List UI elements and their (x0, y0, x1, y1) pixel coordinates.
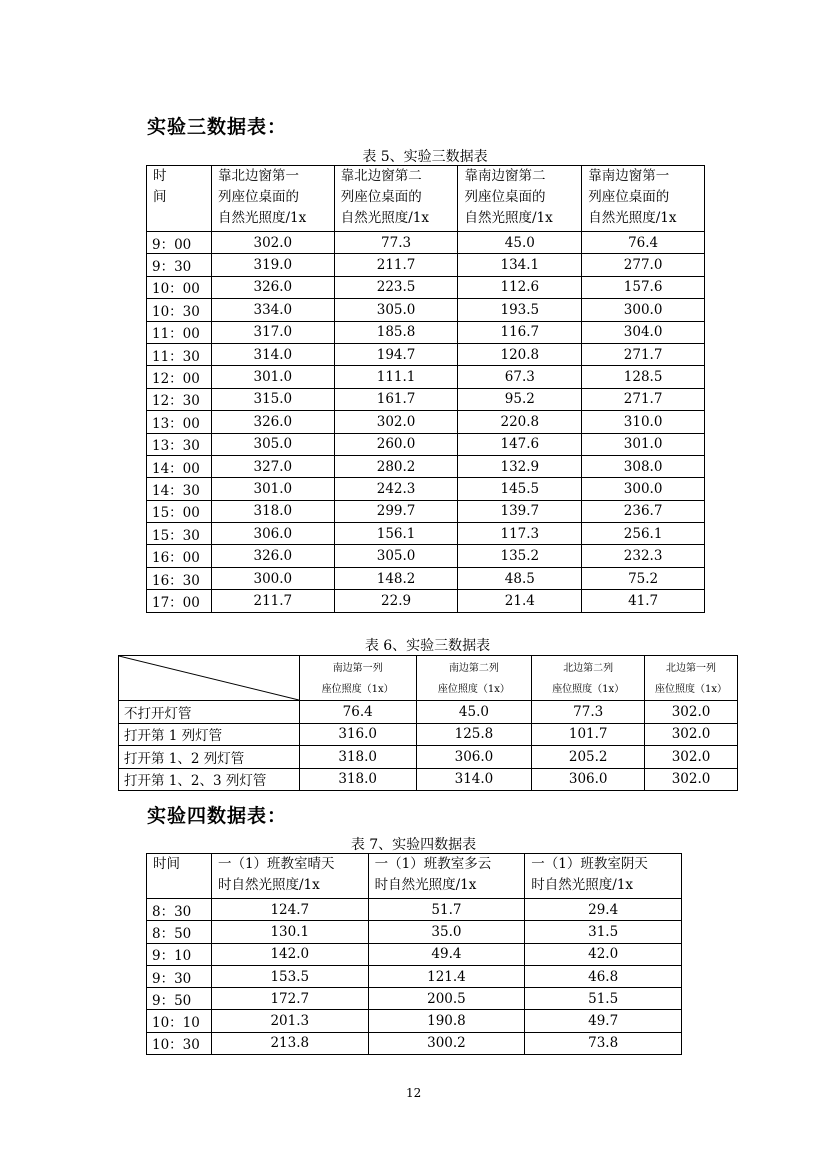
value-cell: 95.2 (458, 388, 582, 410)
value-cell: 67.3 (458, 366, 582, 388)
time-cell: 12：00 (147, 366, 212, 388)
table-row (147, 299, 705, 321)
value-cell: 41.7 (582, 590, 705, 612)
value-cell: 31.5 (525, 921, 682, 943)
value-cell: 300.0 (582, 299, 705, 321)
table-row (147, 921, 682, 943)
table5-header-line: 列座位桌面的 (217, 189, 299, 205)
page-number: 12 (406, 1086, 422, 1100)
time-cell: 8：50 (147, 921, 212, 943)
value-cell: 185.8 (334, 321, 458, 343)
table-row (147, 1010, 682, 1032)
condition-cell: 打开第 1、2、3 列灯管 (119, 768, 300, 791)
table-row (147, 899, 682, 921)
table6-header-line: 南边第一列 (332, 662, 383, 674)
table7-header-row (147, 854, 682, 899)
table5-header-cell (458, 166, 582, 232)
table6-header-cell (299, 656, 416, 701)
value-cell: 111.1 (334, 366, 458, 388)
value-cell: 75.2 (582, 567, 705, 589)
table5-header-line: 靠南边窗第二 (464, 168, 546, 184)
table5-header-line: 自然光照度/1x (464, 210, 553, 226)
value-cell: 334.0 (211, 299, 334, 321)
table6-header-line: 座位照度（1x） (552, 683, 625, 695)
table5-header-cell (147, 166, 212, 232)
value-cell: 299.7 (334, 500, 458, 522)
value-cell: 153.5 (211, 965, 368, 987)
time-cell: 14：30 (147, 478, 212, 500)
value-cell: 302.0 (645, 746, 738, 769)
table5-header-line: 列座位桌面的 (588, 189, 670, 205)
value-cell: 121.4 (368, 965, 525, 987)
time-cell: 16：30 (147, 567, 212, 589)
value-cell: 42.0 (525, 943, 682, 965)
table6-header-line: 座位照度（1x） (321, 683, 394, 695)
table6-header-line: 北边第二列 (563, 662, 614, 674)
time-cell: 17：00 (147, 590, 212, 612)
table-row (147, 988, 682, 1010)
table5-caption: 表 5、实验三数据表 (362, 149, 488, 165)
value-cell: 318.0 (299, 768, 416, 791)
value-cell: 305.0 (211, 433, 334, 455)
table7-header-line: 一（1）班教室多云 (374, 856, 492, 872)
value-cell: 314.0 (416, 768, 532, 791)
value-cell: 300.2 (368, 1032, 525, 1054)
diagonal-line (119, 656, 299, 700)
value-cell: 139.7 (458, 500, 582, 522)
value-cell: 280.2 (334, 455, 458, 477)
value-cell: 326.0 (211, 276, 334, 298)
table-row (147, 411, 705, 433)
condition-cell: 打开第 1 列灯管 (119, 723, 300, 746)
table-row (147, 276, 705, 298)
value-cell: 157.6 (582, 276, 705, 298)
value-cell: 316.0 (299, 723, 416, 746)
value-cell: 302.0 (211, 232, 334, 254)
table7-header-line: 时自然光照度/1x (374, 877, 477, 893)
value-cell: 205.2 (532, 746, 645, 769)
value-cell: 45.0 (458, 232, 582, 254)
value-cell: 301.0 (582, 433, 705, 455)
time-cell: 10：10 (147, 1010, 212, 1032)
table5 (146, 165, 705, 613)
value-cell: 211.7 (334, 254, 458, 276)
table-row (147, 500, 705, 522)
table6-header-line: 南边第二列 (448, 662, 499, 674)
value-cell: 277.0 (582, 254, 705, 276)
value-cell: 73.8 (525, 1032, 682, 1054)
value-cell: 306.0 (416, 746, 532, 769)
time-cell: 11：30 (147, 343, 212, 365)
value-cell: 327.0 (211, 455, 334, 477)
value-cell: 310.0 (582, 411, 705, 433)
table-row (147, 567, 705, 589)
value-cell: 317.0 (211, 321, 334, 343)
value-cell: 29.4 (525, 899, 682, 921)
value-cell: 315.0 (211, 388, 334, 410)
value-cell: 305.0 (334, 299, 458, 321)
table6-header-line: 北边第一列 (666, 662, 717, 674)
table6-header-cell (645, 656, 738, 701)
value-cell: 314.0 (211, 343, 334, 365)
section-heading-experiment-3: 实验三数据表： (147, 116, 288, 138)
table-row (147, 965, 682, 987)
value-cell: 77.3 (334, 232, 458, 254)
value-cell: 302.0 (645, 701, 738, 724)
value-cell: 326.0 (211, 411, 334, 433)
value-cell: 51.5 (525, 988, 682, 1010)
table5-header-line: 靠北边窗第一 (217, 168, 299, 184)
table7-header-line: 时自然光照度/1x (531, 877, 634, 893)
time-cell: 9：10 (147, 943, 212, 965)
table-row (147, 943, 682, 965)
value-cell: 305.0 (334, 545, 458, 567)
value-cell: 194.7 (334, 343, 458, 365)
value-cell: 220.8 (458, 411, 582, 433)
value-cell: 124.7 (211, 899, 368, 921)
table5-header-cell (211, 166, 334, 232)
value-cell: 302.0 (334, 411, 458, 433)
value-cell: 193.5 (458, 299, 582, 321)
value-cell: 304.0 (582, 321, 705, 343)
value-cell: 161.7 (334, 388, 458, 410)
time-cell: 9：30 (147, 965, 212, 987)
value-cell: 301.0 (211, 478, 334, 500)
time-cell: 10：30 (147, 1032, 212, 1054)
table-row (147, 254, 705, 276)
value-cell: 271.7 (582, 388, 705, 410)
table7-header-cell (525, 854, 682, 899)
value-cell: 48.5 (458, 567, 582, 589)
value-cell: 211.7 (211, 590, 334, 612)
value-cell: 319.0 (211, 254, 334, 276)
value-cell: 271.7 (582, 343, 705, 365)
value-cell: 201.3 (211, 1010, 368, 1032)
value-cell: 120.8 (458, 343, 582, 365)
table5-header-line: 时 (153, 168, 167, 184)
value-cell: 76.4 (299, 701, 416, 724)
table6 (118, 655, 738, 791)
value-cell: 148.2 (334, 567, 458, 589)
value-cell: 51.7 (368, 899, 525, 921)
table-row (147, 590, 705, 612)
value-cell: 190.8 (368, 1010, 525, 1032)
value-cell: 318.0 (211, 500, 334, 522)
time-cell: 9：00 (147, 232, 212, 254)
table5-header-line: 自然光照度/1x (217, 210, 307, 226)
value-cell: 156.1 (334, 523, 458, 545)
table5-header-line: 靠南边窗第一 (588, 168, 670, 184)
table5-header-cell (334, 166, 458, 232)
table7-header-cell (211, 854, 368, 899)
value-cell: 49.7 (525, 1010, 682, 1032)
value-cell: 128.5 (582, 366, 705, 388)
value-cell: 308.0 (582, 455, 705, 477)
value-cell: 213.8 (211, 1032, 368, 1054)
table-row (147, 523, 705, 545)
value-cell: 125.8 (416, 723, 532, 746)
table6-header-row (119, 656, 738, 701)
table-row (147, 545, 705, 567)
value-cell: 172.7 (211, 988, 368, 1010)
time-cell: 10：30 (147, 299, 212, 321)
value-cell: 232.3 (582, 545, 705, 567)
value-cell: 142.0 (211, 943, 368, 965)
table-row (147, 388, 705, 410)
table7-header-cell (368, 854, 525, 899)
value-cell: 45.0 (416, 701, 532, 724)
value-cell: 145.5 (458, 478, 582, 500)
table6-header-line: 座位照度（1x） (437, 683, 510, 695)
value-cell: 46.8 (525, 965, 682, 987)
table7-caption: 表 7、实验四数据表 (350, 837, 477, 853)
table6-header-cell (416, 656, 532, 701)
table5-header-cell (582, 166, 705, 232)
table-row (147, 433, 705, 455)
value-cell: 49.4 (368, 943, 525, 965)
value-cell: 116.7 (458, 321, 582, 343)
value-cell: 256.1 (582, 523, 705, 545)
table5-header-row (147, 166, 705, 232)
value-cell: 223.5 (334, 276, 458, 298)
value-cell: 35.0 (368, 921, 525, 943)
table-row (147, 321, 705, 343)
time-cell: 14：00 (147, 455, 212, 477)
time-cell: 16：00 (147, 545, 212, 567)
value-cell: 134.1 (458, 254, 582, 276)
table7-header-cell (147, 854, 212, 899)
time-cell: 9：30 (147, 254, 212, 276)
table-row (147, 455, 705, 477)
value-cell: 301.0 (211, 366, 334, 388)
table7-header-line: 时间 (153, 856, 180, 872)
value-cell: 132.9 (458, 455, 582, 477)
value-cell: 101.7 (532, 723, 645, 746)
table7-header-line: 一（1）班教室晴天 (217, 856, 335, 872)
value-cell: 130.1 (211, 921, 368, 943)
time-cell: 11：00 (147, 321, 212, 343)
time-cell: 9：50 (147, 988, 212, 1010)
table5-header-line: 自然光照度/1x (340, 210, 429, 226)
table-row (147, 343, 705, 365)
value-cell: 117.3 (458, 523, 582, 545)
table5-header-line: 靠北边窗第二 (340, 168, 422, 184)
time-cell: 12：30 (147, 388, 212, 410)
value-cell: 200.5 (368, 988, 525, 1010)
table6-caption: 表 6、实验三数据表 (364, 638, 491, 654)
value-cell: 318.0 (299, 746, 416, 769)
table-row (147, 1032, 682, 1054)
value-cell: 300.0 (582, 478, 705, 500)
value-cell: 326.0 (211, 545, 334, 567)
value-cell: 22.9 (334, 590, 458, 612)
value-cell: 302.0 (645, 723, 738, 746)
table-row (147, 232, 705, 254)
value-cell: 236.7 (582, 500, 705, 522)
table6-header-line: 座位照度（1x） (655, 683, 728, 695)
value-cell: 147.6 (458, 433, 582, 455)
value-cell: 135.2 (458, 545, 582, 567)
table-row (119, 768, 738, 791)
table6-diagonal-header-cell (119, 656, 300, 701)
value-cell: 306.0 (211, 523, 334, 545)
section-heading-experiment-4: 实验四数据表： (147, 805, 288, 827)
table7-header-line: 时自然光照度/1x (217, 877, 320, 893)
table5-header-line: 列座位桌面的 (464, 189, 546, 205)
condition-cell: 打开第 1、2 列灯管 (119, 746, 300, 769)
value-cell: 242.3 (334, 478, 458, 500)
value-cell: 76.4 (582, 232, 705, 254)
value-cell: 21.4 (458, 590, 582, 612)
value-cell: 260.0 (334, 433, 458, 455)
value-cell: 302.0 (645, 768, 738, 791)
table-row (119, 723, 738, 746)
value-cell: 306.0 (532, 768, 645, 791)
table7 (146, 853, 682, 1055)
table7-header-line: 一（1）班教室阴天 (531, 856, 648, 872)
condition-cell: 不打开灯管 (119, 701, 300, 724)
value-cell: 300.0 (211, 567, 334, 589)
time-cell: 13：00 (147, 411, 212, 433)
time-cell: 8：30 (147, 899, 212, 921)
time-cell: 10：00 (147, 276, 212, 298)
value-cell: 112.6 (458, 276, 582, 298)
time-cell: 15：00 (147, 500, 212, 522)
table-row (119, 701, 738, 724)
table5-header-line: 列座位桌面的 (340, 189, 422, 205)
time-cell: 15：30 (147, 523, 212, 545)
table6-header-cell (532, 656, 645, 701)
table5-header-line: 间 (153, 189, 167, 205)
value-cell: 77.3 (532, 701, 645, 724)
time-cell: 13：30 (147, 433, 212, 455)
table-row (147, 478, 705, 500)
table-row (119, 746, 738, 769)
table5-header-line: 自然光照度/1x (588, 210, 677, 226)
table-row (147, 366, 705, 388)
